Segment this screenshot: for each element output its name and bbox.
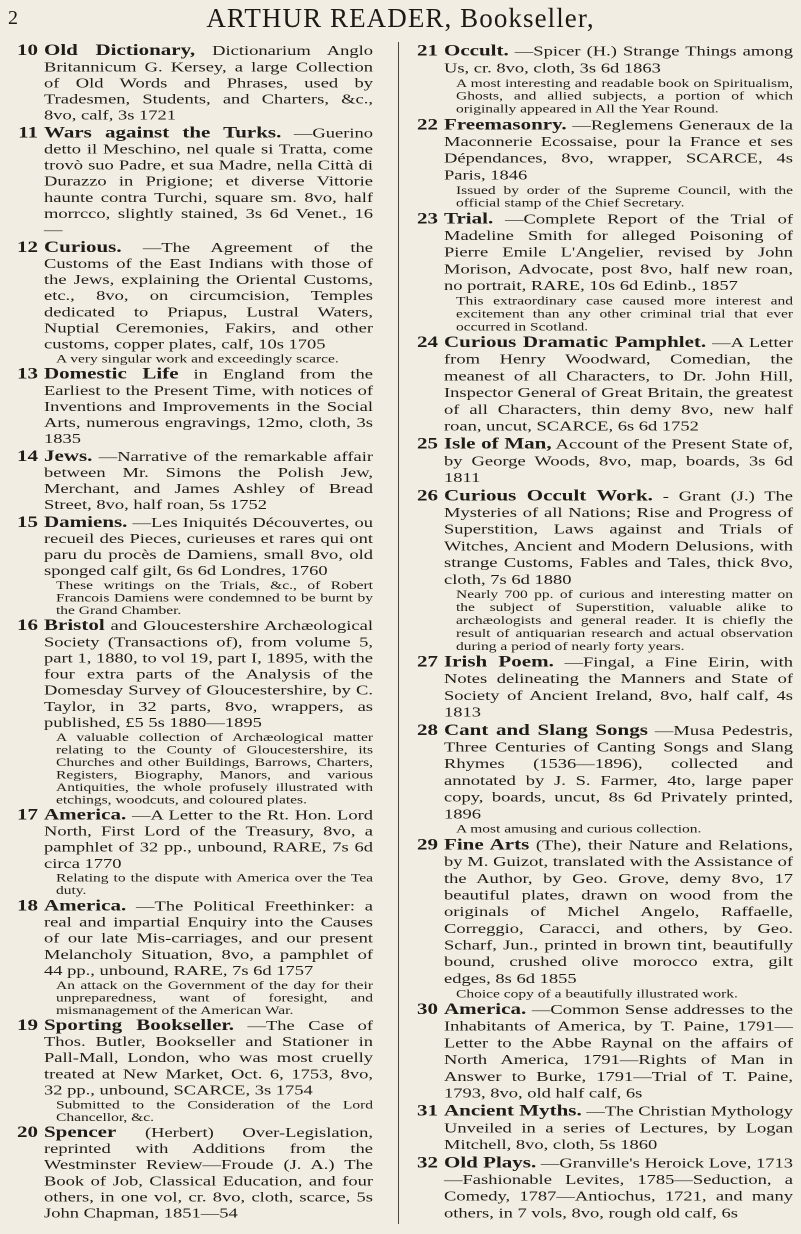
catalogue-entry <box>408 1102 793 1154</box>
entry-number: 13 <box>17 364 38 383</box>
entry-description: (Herbert) Over-Legislation, reprinted with Additions from the Westminster Review—Froude (J. A.) The Book of Job, Classical Education, and four others, in one vol, cr. 8vo, cloth, scarce, 5s John Chapman, 1851—54 <box>44 1125 373 1222</box>
entry-title: Cant and Slang Songs <box>444 720 648 739</box>
entry-number: 26 <box>417 485 438 505</box>
entry-title: Jews. <box>44 446 93 465</box>
entry-note: Relating to the dispute with America over the Tea duty. <box>56 872 373 898</box>
entry-description: - Grant (J.) The Mysteries of all Nations; Rise and Progress of Superstition, Laws against and Trials of Witches, Ancient and Modern Delusions, with strange Customs, Fables and Tales, thick 8vo, cloth, 7s 6d 1880 <box>444 488 794 588</box>
entry-title: America. <box>44 805 127 824</box>
entry-number: 30 <box>417 999 438 1018</box>
entry-body <box>444 1102 793 1154</box>
entry-body <box>44 365 373 447</box>
entry-number: 28 <box>417 720 438 739</box>
catalogue-entry <box>8 1124 373 1222</box>
entry-title: Irish Poem. <box>444 652 554 671</box>
entry-note: This extraordinary case caused more interest and excitement than any other criminal trial that ever occurred in Scotland. <box>456 294 793 334</box>
entry-body <box>444 1000 793 1102</box>
catalogue-entry <box>8 448 373 514</box>
entry-title: Curious Occult Work. <box>444 485 653 505</box>
entry-description: —Granville's Heroick Love, 1713—Fashionable Levites, 1785—Seduction, a Comedy, 1787—Antiochus, 1721, and many others, in 7 vols, 8vo, rough old calf, 6s <box>444 1155 794 1222</box>
entry-description: —A Letter to the Rt. Hon. Lord North, First Lord of the Treasury, 8vo, a pamphlet of 32 pp., unbound, RARE, 7s 6d circa 1770 <box>44 808 373 872</box>
entry-description: —Guerino detto il Meschino, nel quale si Tratta, come trovò suo Padre, et sua Madre, nella Città di Durazzo in Prigione; et diverse Vittorie haunte contra Turchi, square sm. 8vo, half morrcco, slightly stained, 3s 6d Venet., 16— <box>44 126 373 238</box>
entry-body <box>444 721 793 823</box>
entry-body <box>44 42 373 124</box>
entry-number: 31 <box>417 1101 438 1120</box>
catalogue-entry <box>408 42 793 116</box>
entry-body <box>444 653 793 721</box>
entry-body <box>444 1154 793 1222</box>
entry-title: Old Dictionary, <box>44 41 196 59</box>
entry-body <box>444 435 793 487</box>
entry-number: 18 <box>17 896 38 915</box>
entry-body <box>444 836 793 988</box>
entry-note: Issued by order of the Supreme Council, with the official stamp of the Chief Secretary. <box>456 183 793 210</box>
entry-body <box>44 1124 373 1222</box>
entry-body <box>444 210 793 295</box>
entry-body <box>444 42 793 77</box>
entry-note: A most amusing and curious collection. <box>456 822 702 836</box>
entry-title: Occult. <box>444 41 509 60</box>
entry-title: Domestic Life <box>44 364 179 383</box>
entry-number: 19 <box>17 1015 38 1034</box>
entry-description: —Complete Report of the Trial of Madeline Smith for alleged Poisoning of Pierre Emile L'Angelier, revised by John Morison, Advocate, post 8vo, half new roan, no portrait, RARE, 10s 6d Edinb., 1857 <box>444 211 793 294</box>
catalogue-entry <box>8 897 373 1017</box>
entry-number: 25 <box>417 434 438 453</box>
column-divider <box>398 42 399 1224</box>
entry-number: 10 <box>17 41 38 59</box>
catalogue-entry <box>8 806 373 897</box>
catalogue-entry <box>408 653 793 721</box>
catalogue-entry <box>408 333 793 435</box>
entry-description: —Reglemens Generaux de la Maconnerie Ecossaise, pour la France et ses Dépendances, 8vo, wrapper, SCARCE, 4s Paris, 1846 <box>444 117 794 184</box>
catalogue-entry <box>408 721 793 836</box>
catalogue-entry <box>8 1017 373 1124</box>
entry-title: America. <box>444 999 527 1018</box>
entry-description: —The Christian Mythology Unveiled in a series of Lectures, by Logan Mitchell, 8vo, cloth, 5s 1860 <box>444 1104 793 1153</box>
entry-body <box>444 487 793 589</box>
entry-number: 29 <box>417 834 438 854</box>
catalogue-entry <box>8 124 373 238</box>
entry-description: and Gloucestershire Archæological Society (Transactions of), from volume 5, part 1, 1880, to vol 19, part I, 1895, with the four extra parts of the Analysis of the Domesday Survey of Gloucestershire, by C. Taylor, in 32 parts, 8vo, wrappers, as published, £5 5s 1880—1895 <box>44 619 373 731</box>
entry-body <box>44 448 373 514</box>
entry-title: Trial. <box>444 208 494 228</box>
entry-description: —A Letter from Henry Woodward, Comedian, the meanest of all Characters, to Dr. John Hill, Inspector General of Great Britain, the greatest of all Characters, thin demy 8vo, new half roan, uncut, SCARCE, 6s 6d 1752 <box>444 335 793 435</box>
entry-note: Submitted to the Consideration of the Lord Chancellor, &c. <box>56 1098 373 1124</box>
page-header <box>0 0 801 38</box>
entry-body <box>444 333 793 435</box>
catalogue-entry <box>8 239 373 366</box>
entry-body <box>44 897 373 979</box>
entry-number: 24 <box>417 332 438 351</box>
entry-note: These writings on the Trials, &c., of Robert Francois Damiens were condemned to be burnt by the Grand Chamber. <box>56 579 373 617</box>
entry-body <box>44 806 373 872</box>
entry-note: An attack on the Government of the day for their unpreparedness, want of foresight, and mismanagement of the American War. <box>56 979 373 1017</box>
entry-title: Fine Arts <box>444 834 530 854</box>
entry-body <box>44 617 373 731</box>
entry-title: Curious. <box>44 237 122 256</box>
entry-body <box>44 124 373 238</box>
entry-title: Ancient Myths. <box>444 1101 582 1120</box>
entry-note: A most interesting and readable book on Spiritualism, Ghosts, and allied subjects, a portion of which originally appeared in All the Year Round. <box>456 76 793 116</box>
entry-number: 16 <box>17 616 38 634</box>
entry-number: 23 <box>417 208 438 228</box>
catalogue-entry <box>8 617 373 806</box>
entry-number: 12 <box>17 237 38 256</box>
entry-number: 14 <box>17 446 38 465</box>
entry-description: —The Political Freethinker: a real and impartial Enquiry into the Causes of our late Mis-carriages, and our present Melancholy Situation, 8vo, a pamphlet of 44 pp., unbound, RARE, 7s 6d 1757 <box>44 899 374 979</box>
entry-body <box>44 239 373 353</box>
right-column <box>408 42 793 1222</box>
entry-title: Isle of Man, <box>444 434 552 453</box>
entry-title: Freemasonry. <box>444 114 567 134</box>
entry-description: Account of the Present State of, by George Woods, 8vo, map, boards, 3s 6d 1811 <box>444 437 794 486</box>
entry-note: A valuable collection of Archæological matter relating to the County of Gloucestershire, its Churches and other Buildings, Barrows, Charters, Registers, Biography, Manors, and various Antiquities, the whole profusely illustrated with etchings, woodcuts, and coloured plates. <box>56 731 373 807</box>
entry-number: 15 <box>17 512 38 531</box>
entry-description: —Fingal, a Fine Eirin, with Notes delineating the Manners and State of Society of Ancient Ireland, 8vo, half calf, 4s 1813 <box>444 655 794 721</box>
entry-description: —The Case of Thos. Butler, Bookseller and Stationer in Pall-Mall, London, who was most cruelly treated at New Market, Oct. 6, 1753, 8vo, 32 pp., unbound, SCARCE, 3s 1754 <box>44 1018 374 1099</box>
catalogue-entry <box>408 210 793 334</box>
entry-number: 27 <box>417 652 438 671</box>
entry-description: —The Agreement of the Customs of the East Indians with those of the Jews, explaining the Oriental Customs, etc., 8vo, on circumcision, Temples dedicated to Priapus, Lustral Waters, Nuptial Ceremonies, Fakirs, and other customs, copper plates, calf, 10s 1705 <box>44 240 374 353</box>
catalogue-entry <box>408 116 793 210</box>
entry-description: —Narrative of the remarkable affair between Mr. Simons the Polish Jew, Merchant, and James Ashley of Bread Street, 8vo, half roan, 5s 1752 <box>44 449 373 513</box>
entry-number: 21 <box>417 41 438 60</box>
entry-description: (The), their Nature and Relations, by M. Guizot, translated with the Assistance of the Author, by Geo. Grove, demy 8vo, 17 beautiful plates, drawn on wood from the originals of Michel Angelo, Raffaelle, Correggio, Caracci, and others, by Geo. Scharf, Jun., printed in brown tint, beautifully bound, crushed olive morocco extra, gilt edges, 8s 6d 1855 <box>444 837 794 987</box>
entry-description: —Musa Pedestris, Three Centuries of Canting Songs and Slang Rhymes (1536—1896), collected and annotated by J. S. Farmer, 4to, large paper copy, boards, uncut, 8s 6d Privately printed, 1896 <box>444 723 793 823</box>
entry-description: —Common Sense addresses to the Inhabitants of America, by T. Paine, 1791—Letter to the Abbe Raynal on the affairs of North America, 1791—Rights of Man in Answer to Burke, 1791—Trial of T. Paine, 1793, 8vo, old half calf, 6s <box>444 1002 793 1102</box>
entry-number: 17 <box>17 805 38 824</box>
catalogue-entry <box>408 1154 793 1222</box>
entry-title: Wars against the Turks. <box>44 123 282 142</box>
entry-description: Dictionarium Anglo Britannicum G. Kersey, a large Collection of Old Words and Phrases, used by Tradesmen, Students, and Charters, &c., 8vo, calf, 3s 1721 <box>44 44 373 124</box>
left-column <box>8 42 373 1222</box>
catalogue-entry <box>408 1000 793 1102</box>
entry-note: A very singular work and exceedingly scarce. <box>56 352 339 366</box>
entry-number: 32 <box>417 1152 438 1172</box>
entry-note: Nearly 700 pp. of curious and interesting matter on the subject of Superstition, valuable alike to archæologists and general reader. It is chiefly the result of antiquarian research and actual observation during a period of nearly forty years. <box>456 588 793 653</box>
entry-title: Damiens. <box>44 512 128 531</box>
entry-number: 20 <box>17 1123 38 1141</box>
entry-body <box>444 116 793 184</box>
catalogue-entry <box>8 365 373 447</box>
catalogue-entry <box>8 42 373 124</box>
entry-title: Spencer <box>44 1123 117 1141</box>
entry-description: in England from the Earliest to the Present Time, with notices of Inventions and Improvements in the Social Arts, numerous engravings, 12mo, cloth, 3s 1835 <box>44 367 373 447</box>
page-number: 2 <box>8 7 20 29</box>
entry-title: Curious Dramatic Pamphlet. <box>444 332 707 351</box>
entry-description: —Les Iniquités Découvertes, ou recueil des Pieces, curieuses et rares qui ont paru du procès de Damiens, small 8vo, old sponged calf gilt, 6s 6d Londres, 1760 <box>44 515 373 579</box>
entry-number: 22 <box>417 114 438 134</box>
entry-body <box>44 1017 373 1099</box>
entry-title: America. <box>44 896 127 915</box>
catalogue-entry <box>408 836 793 1001</box>
entry-title: Bristol <box>44 616 105 634</box>
entry-number: 11 <box>18 123 38 142</box>
catalogue-entry <box>408 487 793 653</box>
entry-description: —Spicer (H.) Strange Things among Us, cr. 8vo, cloth, 3s 6d 1863 <box>444 44 793 77</box>
entry-title: Sporting Bookseller. <box>44 1015 235 1034</box>
entry-body <box>44 514 373 580</box>
catalogue-entry <box>8 514 373 617</box>
entry-note: Choice copy of a beautifully illustrated work. <box>456 987 738 1001</box>
entry-title: Old Plays. <box>444 1152 537 1172</box>
bookseller-title: ARTHUR READER, Bookseller, <box>206 3 595 33</box>
catalogue-entry <box>408 435 793 487</box>
